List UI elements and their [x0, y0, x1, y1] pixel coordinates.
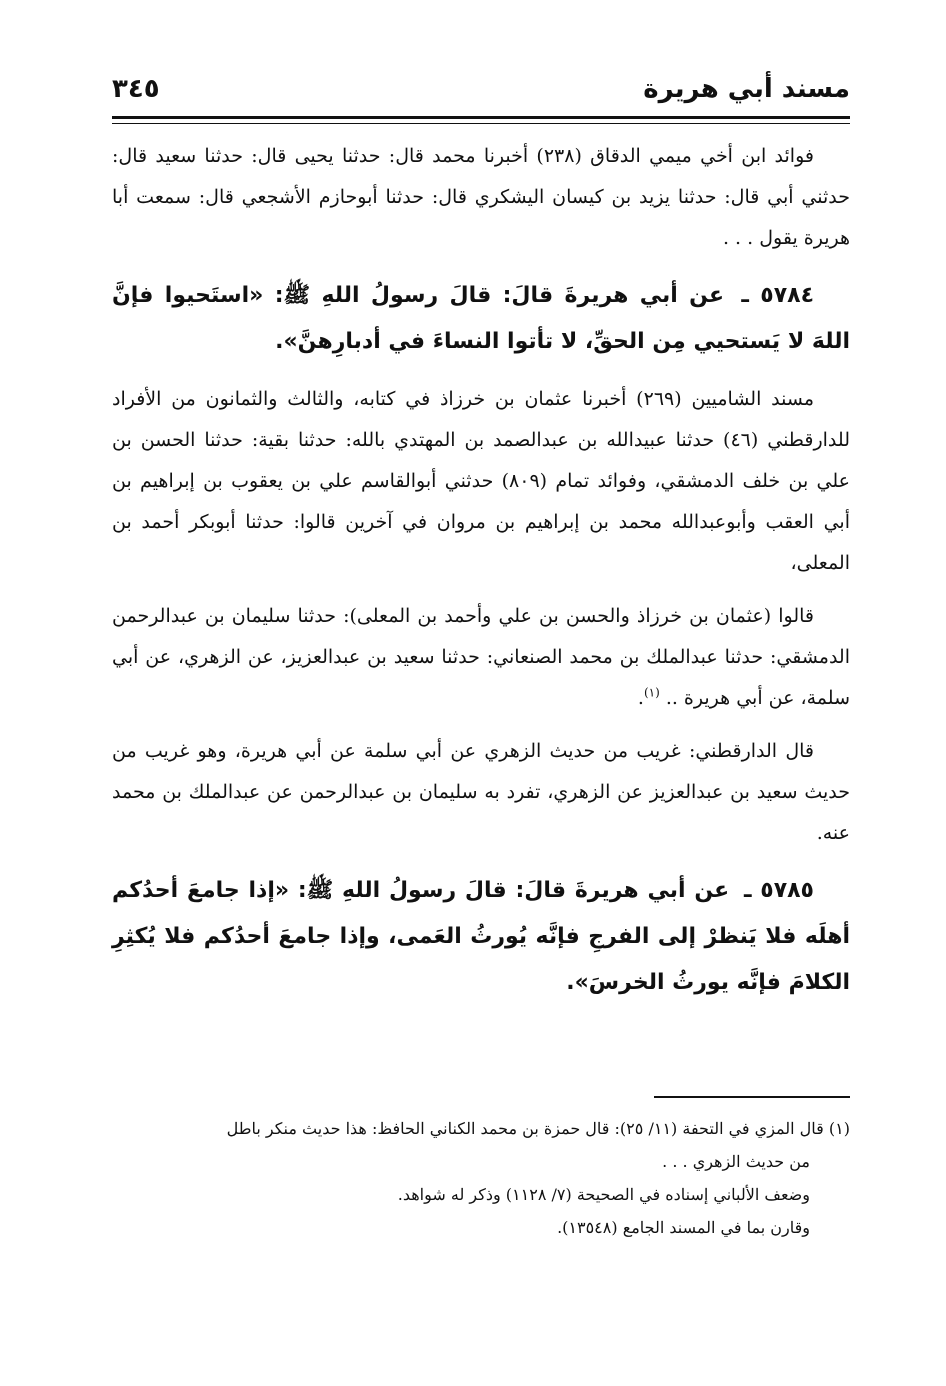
source-paragraph-2: مسند الشاميين (٢٦٩) أخبرنا عثمان بن خرزاذ في كتابه، والثالث والثمانون من الأفراد للدارقطني (٤٦) حدثنا عبيدالله بن عبدالصمد بن المهتدي بالله: حدثنا بقية: حدثنا الحسن بن علي بن خلف الدمشقي، وفوائد تمام (٨٠٩) حدثني أبوالقاسم علي بن يعقوب بن إبراهيم بن أبي العقب وأبوعبدالله محمد بن إبراهيم بن مروان في آخرين قالوا: حدثنا أبوبكر أحمد بن المعلى،	[112, 388, 850, 574]
book-title: مسند أبي هريرة	[643, 74, 850, 104]
running-header	[112, 62, 850, 116]
footnote-separator	[654, 1096, 850, 1098]
hadith-5785	[112, 868, 850, 1006]
footnote-line: (١) قال المزي في التحفة (١١/ ٢٥): قال حمزة بن محمد الكناني الحافظ: هذا حديث منكر باطل	[226, 1119, 850, 1138]
footnote-reference[interactable]: (١)	[643, 685, 660, 700]
hadith-number: ٥٧٨٥ ـ	[743, 878, 814, 903]
source-paragraph-4: قال الدارقطني: غريب من حديث الزهري عن أبي سلمة عن أبي هريرة، وهو غريب من حديث سعيد بن عبدالعزيز عن الزهري، تفرد به سليمان بن عبدالرحمن عن عبدالملك بن محمد عنه.	[112, 740, 850, 844]
main-text	[112, 136, 850, 1020]
header-rule-thick	[112, 116, 850, 119]
paragraph-text: قالوا (عثمان بن خرزاذ والحسن بن علي وأحمد بن المعلى): حدثنا سليمان بن عبدالرحمن الدمشقي: حدثنا عبدالملك بن محمد الصنعاني: حدثنا سعيد بن عبدالعزيز، عن الزهري، عن أبي سلمة، عن أبي هريرة ..	[112, 605, 850, 709]
hadith-5784	[112, 273, 850, 365]
footnote-line: وضعف الألباني إسناده في الصحيحة (٧/ ١١٢٨) وذكر له شواهد.	[397, 1185, 810, 1204]
hadith-text: عن أبي هريرةَ قالَ: قالَ رسولُ اللهِ ﷺ: «استَحيوا فإنَّ اللهَ لا يَستحيي مِن الحقِّ، لا تأتوا النساءَ في أدبارِهنَّ».	[112, 283, 850, 354]
page-number: ٣٤٥	[112, 74, 160, 104]
source-paragraph-3	[112, 596, 850, 719]
footnote-line: وقارن بما في المسند الجامع (١٣٥٤٨).	[557, 1218, 810, 1237]
hadith-text: عن أبي هريرةَ قالَ: قالَ رسولُ اللهِ ﷺ: «إذا جامعَ أحدُكم أهلَه فلا يَنظرْ إلى الفرجِ فإنَّه يُورثُ العَمى، وإذا جامعَ أحدُكم فلا يُكثِرِ الكلامَ فإنَّه يورثُ الخرسَ».	[112, 878, 850, 995]
footnote-line: من حديث الزهري . . .	[662, 1152, 810, 1171]
hadith-number: ٥٧٨٤ ـ	[741, 283, 814, 308]
header-rule-thin	[112, 123, 850, 124]
paragraph-end: .	[637, 687, 644, 709]
source-paragraph-1: فوائد ابن أخي ميمي الدقاق (٢٣٨) أخبرنا محمد قال: حدثنا يحيى قال: حدثنا سعيد قال: حدثني أبي قال: حدثنا يزيد بن كيسان اليشكري قال: حدثنا أبوحازم الأشجعي قال: سمعت أبا هريرة يقول . . .	[112, 145, 850, 249]
footnotes	[112, 1112, 850, 1244]
